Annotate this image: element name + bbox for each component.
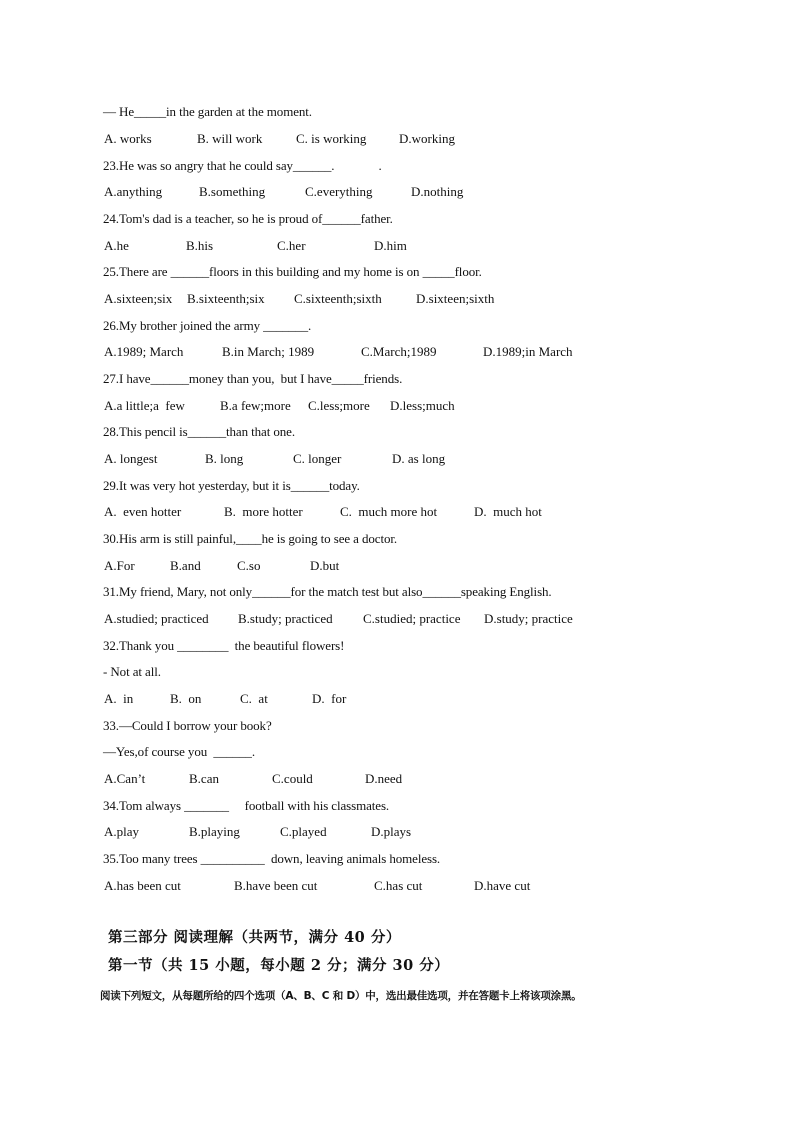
option-a: A.studied; practiced	[104, 611, 209, 626]
option-a: A. longest	[104, 451, 158, 466]
option-b: B.have been cut	[234, 878, 318, 893]
option-b: B.and	[170, 558, 201, 573]
question-stem: 33.—Could I borrow your book?	[103, 718, 272, 733]
option-a: A.For	[104, 558, 135, 573]
option-d: D.him	[374, 238, 407, 253]
question-stem: 27.I have______money than you, but I have_____friends.	[103, 371, 403, 386]
option-b: B.sixteenth;six	[187, 291, 265, 306]
section-instruction: 阅读下列短文，从每题所给的四个选项（A、B、C 和 D）中，选出最佳选项，并在答题卡上将该项涂黑。	[100, 990, 582, 1002]
option-a: A.sixteen;six	[104, 291, 173, 306]
option-a: A.a little;a few	[104, 398, 185, 413]
question-stem: 28.This pencil is______than that one.	[103, 424, 295, 439]
option-b: B.in March; 1989	[222, 344, 315, 359]
option-d: D.working	[399, 131, 455, 146]
option-b: B. long	[205, 451, 244, 466]
option-c: C.has cut	[374, 878, 423, 893]
option-a: A. works	[104, 131, 152, 146]
option-b: B. on	[170, 691, 202, 706]
option-b: B.can	[189, 771, 219, 786]
question-stem: 30.His arm is still painful,____he is going to see a doctor.	[103, 531, 398, 546]
option-d: D.study; practice	[484, 611, 573, 626]
option-d: D.nothing	[411, 184, 464, 199]
question-response: —Yes,of course you ______.	[103, 744, 255, 759]
option-d: D.less;much	[390, 398, 455, 413]
question-stem: 24.Tom's dad is a teacher, so he is proud of______father.	[103, 211, 393, 226]
option-d: D.have cut	[474, 878, 531, 893]
question-stem: 29.It was very hot yesterday, but it is______today.	[103, 478, 360, 493]
question-stem: 35.Too many trees __________ down, leaving animals homeless.	[103, 851, 441, 866]
option-a: A. in	[104, 691, 134, 706]
option-d: D.plays	[371, 824, 412, 839]
option-c: C.her	[277, 238, 306, 253]
option-a: A.has been cut	[104, 878, 181, 893]
question-stem: 34.Tom always _______ football with his classmates.	[103, 798, 390, 813]
option-d: D.1989;in March	[483, 344, 573, 359]
option-d: D.need	[365, 771, 403, 786]
question-response: - Not at all.	[103, 664, 161, 679]
option-b: B. will work	[197, 131, 263, 146]
option-c: C. is working	[296, 131, 367, 146]
question-stem: 23.He was so angry that he could say______. .	[103, 158, 382, 173]
option-d: D.sixteen;sixth	[416, 291, 495, 306]
option-b: B.playing	[189, 824, 240, 839]
option-a: A.1989; March	[104, 344, 184, 359]
option-c: C.could	[272, 771, 313, 786]
option-c: C.played	[280, 824, 327, 839]
option-b: B.his	[186, 238, 214, 253]
question-stem: 32.Thank you ________ the beautiful flowers!	[103, 638, 345, 653]
question-stem: — He_____in the garden at the moment.	[103, 104, 312, 119]
option-c: C.less;more	[308, 398, 370, 413]
option-c: C.March;1989	[361, 344, 437, 359]
option-d: D. for	[312, 691, 347, 706]
option-a: A.Can’t	[104, 771, 146, 786]
option-c: C.everything	[305, 184, 373, 199]
option-c: C. much more hot	[340, 504, 438, 519]
option-a: A.play	[104, 824, 140, 839]
option-c: C.so	[237, 558, 261, 573]
question-stem: 26.My brother joined the army _______.	[103, 318, 312, 333]
option-b: B.something	[199, 184, 266, 199]
section-title: 第三部分 阅读理解（共两节，满分 40 分）	[108, 929, 401, 946]
option-c: C.studied; practice	[363, 611, 461, 626]
option-d: D.but	[310, 558, 340, 573]
option-c: C.sixteenth;sixth	[294, 291, 382, 306]
option-d: D. as long	[392, 451, 446, 466]
option-a: A.he	[104, 238, 129, 253]
option-d: D. much hot	[474, 504, 542, 519]
option-c: C. at	[240, 691, 268, 706]
option-c: C. longer	[293, 451, 342, 466]
option-b: B.a few;more	[220, 398, 291, 413]
option-a: A.anything	[104, 184, 163, 199]
question-stem: 31.My friend, Mary, not only______for the match test but also______speaking English.	[103, 584, 552, 599]
section-subtitle: 第一节（共 15 小题，每小题 2 分；满分 30 分）	[108, 957, 450, 974]
option-b: B. more hotter	[224, 504, 303, 519]
option-b: B.study; practiced	[238, 611, 333, 626]
option-a: A. even hotter	[104, 504, 182, 519]
question-stem: 25.There are ______floors in this building and my home is on _____floor.	[103, 264, 482, 279]
